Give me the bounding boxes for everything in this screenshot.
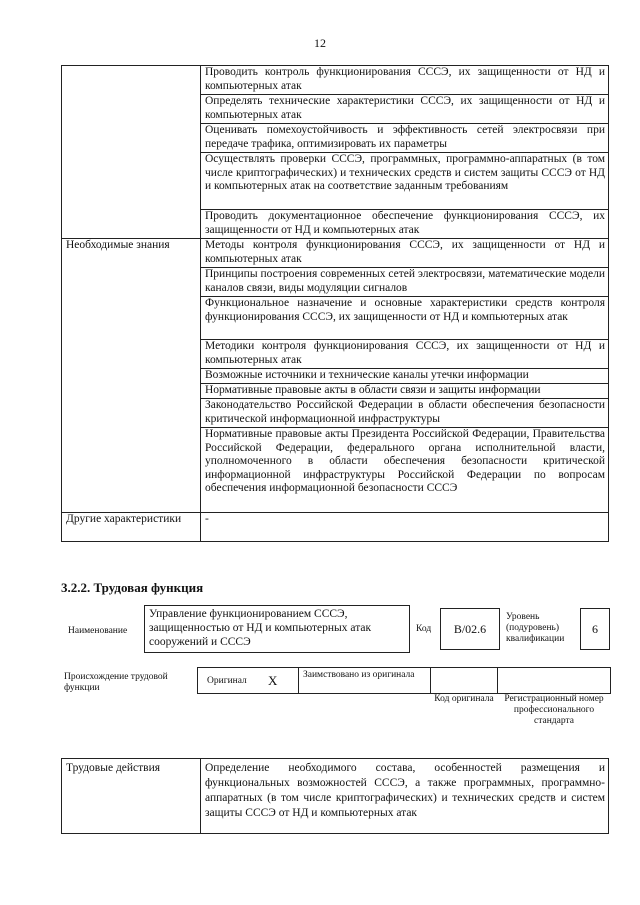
category-cell: Необходимые знания <box>62 239 201 513</box>
knowledge-item: Методики контроля функционирования СССЭ, их защищенности от НД и компьютерных атак <box>201 340 609 369</box>
code-caption: Код оригинала <box>434 694 494 704</box>
reg-caption: Регистрационный номер профессионального стандарта <box>504 694 604 726</box>
table-row <box>62 239 609 268</box>
skill-item: Определять технические характеристики СССЭ, их защищенности от НД и компьютерных атак <box>201 95 609 124</box>
table-row <box>62 66 609 95</box>
category-cell <box>62 66 201 239</box>
table-row <box>62 513 609 542</box>
other-item: - <box>201 513 609 542</box>
original-mark: X <box>268 673 278 688</box>
knowledge-item: Нормативные правовые акты Президента Российской Федерации, Правительства Российской Федерации, федерального органа исполнительной власти, уполномоченного в области обеспечения безопасности критической информационной инфраструктуры Российской Федерации по вопросам обеспечения информационной безопасности СССЭ <box>201 428 609 513</box>
origin-label: Происхождение трудовой функции <box>64 672 168 693</box>
category-cell: Трудовые действия <box>62 759 201 834</box>
skill-item: Проводить контроль функционирования СССЭ, их защищенности от НД и компьютерных атак <box>201 66 609 95</box>
actions-table <box>61 758 609 834</box>
name-label: Наименование <box>68 626 128 636</box>
name-box <box>144 605 410 653</box>
origin-divider <box>298 667 299 693</box>
category-cell: Другие характеристики <box>62 513 201 542</box>
skill-item: Осуществлять проверки СССЭ, программных, программно-аппаратных (в том числе криптографических) и технических средств и систем защиты СССЭ от НД и компьютерных атак на соответствие заданным требованиям <box>201 153 609 210</box>
code-label: Код <box>416 624 432 634</box>
knowledge-item: Функциональное назначение и основные характеристики средств контроля функционирования СССЭ, их защищенности от НД и компьютерных атак <box>201 297 609 340</box>
skill-item: Оценивать помехоустойчивость и эффективность сетей электросвязи при передаче трафика, оптимизировать их параметры <box>201 124 609 153</box>
page-number: 12 <box>314 36 326 50</box>
origin-divider <box>497 667 498 693</box>
table-row <box>62 759 609 834</box>
knowledge-item: Принципы построения современных сетей электросвязи, математические модели каналов связи, виды модуляции сигналов <box>201 268 609 297</box>
level-value: 6 <box>592 622 598 636</box>
action-item: Определение необходимого состава, особенностей размещения и функциональных возможностей СССЭ, а также программных, программно-аппаратных (в том числе криптографических) и технических средств и систем защиты СССЭ от НД и компьютерных атак <box>201 759 609 834</box>
original-label: Оригинал <box>207 676 247 686</box>
code-value: В/02.6 <box>453 622 487 636</box>
knowledge-item: Нормативные правовые акты в области связи и защиты информации <box>201 384 609 399</box>
knowledge-item: Методы контроля функционирования СССЭ, их защищенности от НД и компьютерных атак <box>201 239 609 268</box>
level-label: Уровень (подуровень) квалификации <box>506 612 565 644</box>
name-value: Управление функционированием СССЭ, защищенностью от НД и компьютерных атак сооружений и СССЭ <box>149 608 372 648</box>
origin-divider <box>430 667 431 693</box>
code-box <box>440 608 500 650</box>
knowledge-item: Возможные источники и технические каналы утечки информации <box>201 369 609 384</box>
knowledge-item: Законодательство Российской Федерации в области обеспечения безопасности критической информационной инфраструктуры <box>201 399 609 428</box>
borrowed-label: Заимствовано из оригинала <box>303 670 415 680</box>
skills-knowledge-table <box>61 65 609 542</box>
section-title: 3.2.2. Трудовая функция <box>61 580 204 595</box>
level-box <box>580 608 610 650</box>
skill-item: Проводить документационное обеспечение функционирования СССЭ, их защищенности от НД и компьютерных атак <box>201 210 609 239</box>
